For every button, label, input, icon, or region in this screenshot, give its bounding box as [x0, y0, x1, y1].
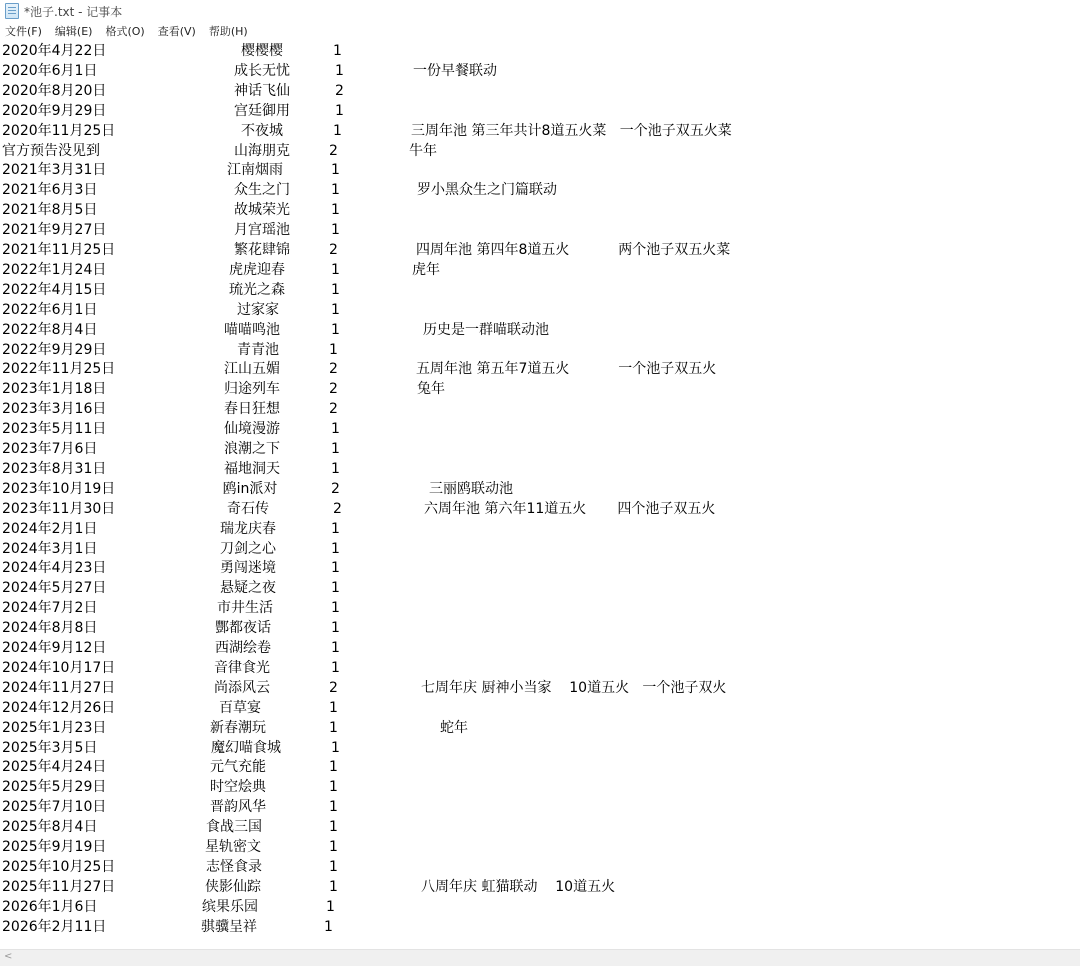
notepad-icon	[5, 3, 19, 19]
line-date: 2025年9月19日	[2, 839, 107, 855]
line-note: 五周年池 第五年7道五火 一个池子双五火	[416, 361, 717, 378]
line-count: 1	[331, 162, 340, 179]
line-pool-name: 浪潮之下	[224, 441, 280, 457]
line-count: 1	[331, 739, 340, 756]
text-line[interactable]	[0, 578, 1080, 598]
line-count: 1	[331, 202, 340, 219]
line-date: 2025年4月24日	[2, 759, 107, 776]
line-count: 1	[329, 341, 338, 358]
text-line[interactable]	[0, 359, 1080, 379]
line-note: 蛇年	[440, 719, 468, 736]
line-count: 1	[331, 441, 340, 457]
line-date: 2025年1月23日	[2, 719, 107, 736]
line-date: 2021年11月25日	[2, 242, 116, 258]
text-line[interactable]	[0, 558, 1080, 578]
text-line[interactable]	[0, 718, 1080, 738]
line-count: 1	[329, 878, 338, 895]
line-count: 1	[333, 122, 342, 139]
line-pool-name: 尚添风云	[214, 679, 270, 696]
line-pool-name: 勇闯迷境	[220, 560, 276, 577]
line-count: 1	[331, 421, 340, 438]
line-date: 2021年6月3日	[2, 182, 98, 199]
line-date: 2025年3月5日	[2, 739, 98, 756]
line-count: 1	[329, 858, 338, 875]
text-line[interactable]	[0, 519, 1080, 539]
line-pool-name: 百草宴	[219, 699, 261, 716]
line-count: 1	[329, 839, 338, 855]
line-count: 1	[326, 898, 335, 915]
text-line[interactable]	[0, 121, 1080, 141]
line-date: 2021年3月31日	[2, 162, 107, 179]
line-date: 2022年4月15日	[2, 281, 107, 298]
line-count: 2	[329, 679, 338, 696]
line-note: 六周年池 第六年11道五火 四个池子双五火	[424, 500, 716, 517]
line-pool-name: 魔幻喵食城	[211, 739, 281, 756]
line-date: 2020年9月29日	[2, 102, 107, 119]
text-editor[interactable]	[0, 41, 1080, 949]
line-pool-name: 缤果乐园	[202, 898, 258, 915]
line-pool-name: 西湖绘卷	[215, 640, 271, 656]
text-line[interactable]	[0, 160, 1080, 180]
line-date: 2026年2月11日	[2, 918, 107, 935]
text-line[interactable]	[0, 260, 1080, 280]
text-line[interactable]	[0, 757, 1080, 777]
text-line[interactable]	[0, 200, 1080, 220]
text-line[interactable]	[0, 897, 1080, 917]
line-count: 2	[329, 401, 338, 418]
line-date: 2021年8月5日	[2, 202, 98, 219]
text-line[interactable]	[0, 658, 1080, 678]
line-date: 2025年10月25日	[2, 858, 116, 875]
line-count: 1	[324, 918, 333, 935]
line-pool-name: 故城荣光	[234, 202, 290, 219]
line-pool-name: 月宫瑶池	[234, 222, 290, 239]
line-count: 1	[329, 759, 338, 776]
text-line[interactable]	[0, 101, 1080, 121]
line-pool-name: 江南烟雨	[227, 162, 283, 179]
line-date: 2022年11月25日	[2, 361, 116, 378]
text-line[interactable]	[0, 340, 1080, 360]
line-date: 2023年11月30日	[2, 500, 116, 517]
line-pool-name: 瑞龙庆春	[220, 520, 276, 537]
line-pool-name: 志怪食录	[206, 858, 262, 875]
text-line[interactable]	[0, 459, 1080, 479]
line-date: 2023年7月6日	[2, 441, 98, 457]
line-count: 1	[331, 600, 340, 617]
text-line[interactable]	[0, 698, 1080, 718]
text-line[interactable]	[0, 220, 1080, 240]
text-line[interactable]	[0, 240, 1080, 260]
text-line[interactable]	[0, 618, 1080, 638]
text-line[interactable]	[0, 777, 1080, 797]
line-pool-name: 归途列车	[224, 381, 280, 398]
line-date: 2024年8月8日	[2, 620, 98, 637]
line-count: 1	[331, 540, 340, 557]
line-count: 2	[329, 242, 338, 258]
line-date: 2024年3月1日	[2, 540, 98, 557]
line-count: 1	[331, 520, 340, 537]
line-date: 2022年1月24日	[2, 261, 107, 278]
menu-help[interactable]: 帮助(H)	[208, 25, 248, 38]
line-date: 2020年4月22日	[2, 43, 107, 59]
line-count: 1	[333, 43, 342, 59]
line-date: 官方预告没见到	[2, 142, 100, 159]
line-pool-name: 喵喵鸣池	[224, 321, 280, 338]
line-pool-name: 山海朋克	[234, 142, 290, 159]
menu-file[interactable]: 文件(F)	[5, 25, 42, 38]
line-note: 兔年	[417, 381, 445, 398]
line-date: 2025年7月10日	[2, 799, 107, 816]
line-date: 2025年5月29日	[2, 779, 107, 796]
line-count: 1	[331, 460, 340, 477]
line-note: 虎年	[412, 261, 440, 278]
line-pool-name: 酆都夜话	[215, 620, 271, 637]
line-pool-name: 樱樱樱	[241, 43, 283, 59]
line-pool-name: 神话飞仙	[234, 82, 290, 99]
text-line[interactable]	[0, 61, 1080, 81]
line-date: 2026年1月6日	[2, 898, 98, 915]
scroll-left-arrow-icon[interactable]: <	[4, 951, 13, 962]
text-line[interactable]	[0, 598, 1080, 618]
line-pool-name: 过家家	[237, 301, 279, 318]
line-date: 2023年10月19日	[2, 480, 116, 497]
line-pool-name: 元气充能	[210, 759, 266, 776]
line-pool-name: 宫廷御用	[234, 102, 290, 119]
line-note: 一份早餐联动	[413, 62, 497, 79]
line-date: 2024年7月2日	[2, 600, 98, 617]
line-count: 1	[329, 779, 338, 796]
text-line[interactable]	[0, 738, 1080, 758]
line-date: 2022年8月4日	[2, 321, 98, 338]
menu-edit[interactable]: 编辑(E)	[54, 25, 93, 38]
line-date: 2022年9月29日	[2, 341, 107, 358]
line-pool-name: 不夜城	[241, 122, 283, 139]
line-pool-name: 繁花肆锦	[234, 242, 290, 258]
text-line[interactable]	[0, 419, 1080, 439]
line-date: 2024年4月23日	[2, 560, 107, 577]
line-count: 1	[335, 102, 344, 119]
line-pool-name: 虎虎迎春	[229, 261, 285, 278]
line-date: 2024年10月17日	[2, 659, 116, 676]
text-line[interactable]	[0, 141, 1080, 161]
line-note: 牛年	[409, 142, 437, 159]
line-note: 四周年池 第四年8道五火 两个池子双五火菜	[416, 242, 731, 258]
text-line[interactable]	[0, 280, 1080, 300]
line-note: 罗小黑众生之门篇联动	[417, 182, 557, 199]
line-note: 七周年庆 厨神小当家 10道五火 一个池子双火	[421, 679, 727, 696]
line-date: 2025年11月27日	[2, 878, 116, 895]
text-line[interactable]	[0, 320, 1080, 340]
line-count: 1	[331, 281, 340, 298]
line-count: 2	[331, 480, 340, 497]
line-date: 2021年9月27日	[2, 222, 107, 239]
line-count: 1	[329, 799, 338, 816]
line-pool-name: 食战三国	[206, 819, 262, 836]
line-date: 2023年8月31日	[2, 460, 107, 477]
line-count: 1	[331, 321, 340, 338]
text-line[interactable]	[0, 379, 1080, 399]
line-count: 2	[329, 142, 338, 159]
line-count: 1	[331, 620, 340, 637]
line-pool-name: 晋韵风华	[210, 799, 266, 816]
line-date: 2024年2月1日	[2, 520, 98, 537]
horizontal-scrollbar[interactable]	[0, 949, 1080, 966]
line-date: 2024年12月26日	[2, 699, 116, 716]
title-bar	[0, 0, 1080, 23]
menu-view[interactable]: 查看(V)	[157, 25, 196, 38]
text-line[interactable]	[0, 41, 1080, 61]
line-date: 2020年8月20日	[2, 82, 107, 99]
line-date: 2020年6月1日	[2, 62, 98, 79]
line-pool-name: 春日狂想	[224, 401, 280, 418]
line-pool-name: 市井生活	[217, 600, 273, 617]
line-count: 1	[331, 301, 340, 318]
line-note: 三丽鸥联动池	[429, 480, 513, 497]
text-line[interactable]	[0, 399, 1080, 419]
line-count: 1	[329, 719, 338, 736]
line-count: 1	[331, 560, 340, 577]
text-line[interactable]	[0, 917, 1080, 937]
text-line[interactable]	[0, 300, 1080, 320]
text-line[interactable]	[0, 817, 1080, 837]
line-pool-name: 新春潮玩	[210, 719, 266, 736]
line-date: 2023年3月16日	[2, 401, 107, 418]
line-pool-name: 侠影仙踪	[205, 878, 261, 895]
line-date: 2020年11月25日	[2, 122, 116, 139]
line-date: 2022年6月1日	[2, 301, 98, 318]
line-pool-name: 音律食光	[214, 659, 270, 676]
line-count: 1	[331, 580, 340, 597]
text-line[interactable]	[0, 857, 1080, 877]
line-pool-name: 青青池	[237, 341, 279, 358]
menu-bar	[0, 22, 1080, 40]
menu-format[interactable]: 格式(O)	[105, 25, 145, 38]
text-line[interactable]	[0, 180, 1080, 200]
line-pool-name: 奇石传	[227, 500, 269, 517]
text-line[interactable]	[0, 439, 1080, 459]
line-count: 1	[329, 819, 338, 836]
text-line[interactable]	[0, 539, 1080, 559]
line-count: 2	[329, 381, 338, 398]
line-pool-name: 鸥in派对	[222, 480, 278, 497]
line-date: 2024年9月12日	[2, 640, 107, 656]
line-pool-name: 星轨密文	[205, 839, 261, 855]
text-line[interactable]	[0, 81, 1080, 101]
line-pool-name: 福地洞天	[224, 460, 280, 477]
line-date: 2025年8月4日	[2, 819, 98, 836]
line-pool-name: 悬疑之夜	[220, 580, 276, 597]
line-pool-name: 江山五媚	[224, 361, 280, 378]
line-count: 1	[331, 659, 340, 676]
line-count: 1	[335, 62, 344, 79]
text-line[interactable]	[0, 499, 1080, 519]
window-title: *池子.txt - 记事本	[24, 4, 123, 19]
line-count: 2	[335, 82, 344, 99]
line-pool-name: 时空烩典	[210, 779, 266, 796]
line-note: 八周年庆 虹猫联动 10道五火	[421, 878, 616, 895]
text-line[interactable]	[0, 797, 1080, 817]
line-count: 1	[329, 699, 338, 716]
text-line[interactable]	[0, 837, 1080, 857]
text-line[interactable]	[0, 638, 1080, 658]
line-pool-name: 琉光之森	[229, 281, 285, 298]
line-pool-name: 仙境漫游	[224, 421, 280, 438]
text-line[interactable]	[0, 479, 1080, 499]
line-pool-name: 骐骥呈祥	[201, 918, 257, 935]
line-count: 2	[329, 361, 338, 378]
text-line[interactable]	[0, 678, 1080, 698]
line-count: 2	[333, 500, 342, 517]
line-count: 1	[331, 640, 340, 656]
line-date: 2023年5月11日	[2, 421, 107, 438]
line-pool-name: 刀剑之心	[220, 540, 276, 557]
line-date: 2024年11月27日	[2, 679, 116, 696]
line-pool-name: 成长无忧	[234, 62, 290, 79]
line-date: 2023年1月18日	[2, 381, 107, 398]
line-count: 1	[331, 222, 340, 239]
line-note: 历史是一群喵联动池	[423, 321, 549, 338]
line-date: 2024年5月27日	[2, 580, 107, 597]
line-count: 1	[331, 261, 340, 278]
line-pool-name: 众生之门	[234, 182, 290, 199]
text-line[interactable]	[0, 877, 1080, 897]
line-count: 1	[331, 182, 340, 199]
line-note: 三周年池 第三年共计8道五火菜 一个池子双五火菜	[411, 122, 732, 139]
